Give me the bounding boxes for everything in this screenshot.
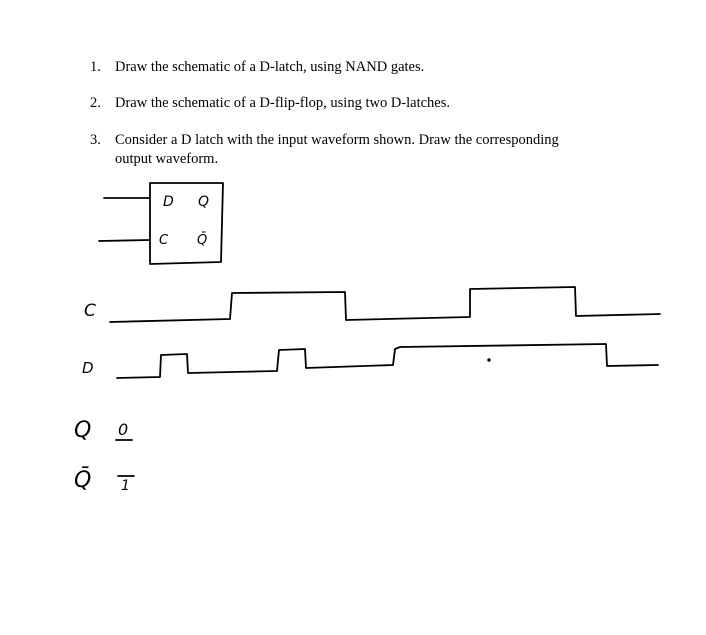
question-text: Draw the schematic of a D-flip-flop, using two D-latches. — [115, 95, 451, 111]
question-number: 1. — [90, 59, 101, 75]
signal-label-qbar: Q̄ — [74, 468, 92, 493]
signal-label-d: D — [82, 359, 94, 377]
question-text-line-2: output waveform. — [115, 151, 219, 167]
signal-label-c: C — [84, 301, 96, 321]
question-number: 2. — [90, 95, 101, 111]
latch-pin-d: D — [163, 194, 174, 210]
latch-pin-q: Q — [198, 194, 210, 210]
c-input-wire — [99, 240, 150, 241]
signal-label-q: Q — [74, 418, 92, 443]
latch-pin-qbar: Q̄ — [197, 233, 208, 248]
q-initial-value: 0 — [118, 420, 129, 439]
question-number: 3. — [90, 132, 101, 148]
question-text-line-1: Consider a D latch with the input waveform shown. Draw the corresponding — [115, 132, 559, 148]
qbar-initial-value: 1 — [121, 478, 130, 494]
d-latch-block — [99, 183, 223, 264]
data-waveform — [117, 344, 658, 378]
latch-pin-c: C — [159, 233, 169, 248]
ink-dot — [488, 359, 490, 361]
question-text: Draw the schematic of a D-latch, using NAND gates. — [115, 59, 425, 75]
clock-waveform — [110, 287, 660, 322]
latch-box — [150, 183, 223, 264]
